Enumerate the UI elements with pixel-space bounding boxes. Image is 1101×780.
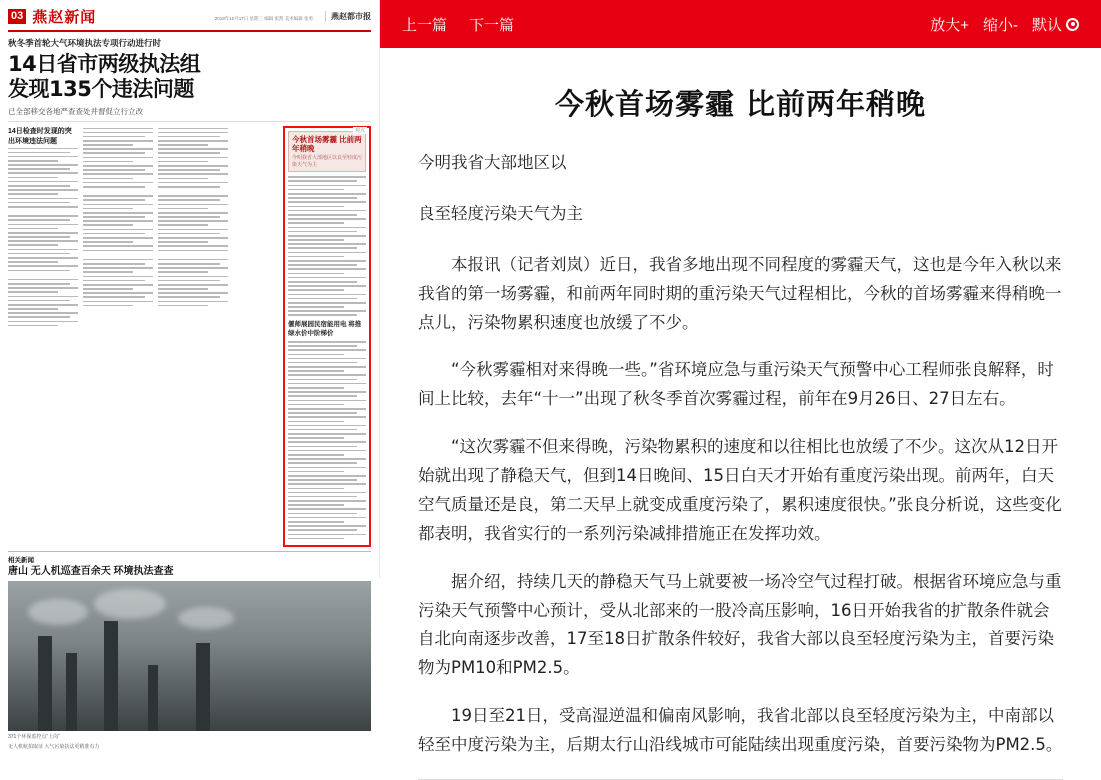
newspaper-dateline: 2018年10月17日 星期三 编辑 张凯 美术编辑 张勇 <box>214 15 313 21</box>
article-nav-links <box>402 14 514 35</box>
newspaper-column <box>8 126 78 547</box>
photo-subcaption: 371个环保监控点“上岗” <box>8 733 60 740</box>
photo-caption-headline: 唐山 无人机巡查百余天 环境执法查查 <box>8 565 174 577</box>
article-body <box>380 149 1101 760</box>
column-text-lines <box>8 152 78 327</box>
newspaper-kicker: 秋冬季首轮大气环境执法专项行动进行时 <box>8 38 162 48</box>
newspaper-headline-line2: 发现135个违法问题 <box>8 76 194 101</box>
column-heading <box>83 126 153 129</box>
newspaper-headline-line1: 14日省市两级执法组 <box>8 52 201 76</box>
next-article-link[interactable]: 下一篇 <box>469 16 515 34</box>
newspaper-text-columns <box>8 126 278 547</box>
newspaper-column <box>83 126 153 547</box>
newspaper-body <box>8 126 371 547</box>
zoom-in-button[interactable]: 放大+ <box>930 16 969 34</box>
callout-box <box>288 131 366 173</box>
article-toolbar <box>380 0 1101 48</box>
newspaper-photo <box>8 581 371 731</box>
article-title: 今秋首场雾霾 比前两年稍晚 <box>554 87 927 121</box>
callout-secondary-headline: 偃师展园民宿能用电 将推绿水价中阶梯价 <box>288 321 362 337</box>
newspaper-subhead: 已全部移交各地严查查处并督促立行立改 <box>8 106 371 122</box>
newspaper-column <box>158 126 228 547</box>
callout-title: 今秋首场雾霾 比前两年稍晚 <box>292 134 362 153</box>
callout-text-lines <box>288 176 366 316</box>
column-heading: 14日检查时发现的突出环境违法问题 <box>8 126 78 149</box>
article-lead-line-2: 良至轻度污染天气为主 <box>418 203 583 223</box>
article-lead-line-1: 今明我省大部地区以 <box>418 153 567 172</box>
article-paragraph: 19日至21日，受高湿逆温和偏南风影响，我省北部以良至轻度污染为主，中南部以轻至中度污染为主，后期太行山沿线城市可能陆续出现重度污染，首要污染物为PM2.5。 <box>418 706 1063 754</box>
article-pane <box>380 0 1101 754</box>
photo-footer-note: 无人机航拍取证 大气污染执法更精准有力 <box>8 743 100 750</box>
page-number-badge: 03 <box>8 9 26 23</box>
newspaper-logo: 燕赵都市报 <box>325 11 371 22</box>
zoom-out-button[interactable]: 缩小- <box>982 16 1018 34</box>
default-zoom-label: 默认 <box>1031 16 1062 34</box>
callout-tag: 观点 <box>354 127 365 134</box>
callout-text-lines-2 <box>288 341 366 539</box>
article-zoom-tools <box>930 14 1079 35</box>
column-heading <box>158 126 228 129</box>
prev-article-link[interactable]: 上一篇 <box>402 16 448 34</box>
callout-subtitle: 今明我省大部地区以良至轻度污染天气为主 <box>292 155 363 168</box>
newspaper-photo-block <box>8 551 371 751</box>
related-news-heading: 相关新闻 <box>8 551 371 564</box>
newspaper-masthead <box>8 6 371 32</box>
column-text-lines <box>83 132 153 307</box>
target-circle-icon <box>1066 18 1079 31</box>
newspaper-title: 燕赵新闻 <box>32 8 97 26</box>
article-paragraph: 本报讯（记者刘岚）近日，我省多地出现不同程度的雾霾天气，这也是今年入秋以来我省的第一场雾霾，和前两年同时期的重污染天气过程相比，今秋的首场雾霾来得稍晚一点儿，污染物累积速度也放缓了不少。 <box>418 254 1062 332</box>
newspaper-scan-pane <box>0 0 380 750</box>
article-paragraph: “今秋雾霾相对来得晚一些。”省环境应急与重污染天气预警中心工程师张良解释，时间上比较，去年“十一”出现了秋冬季首次雾霾过程，前年在9月26日、27日左右。 <box>418 360 1054 409</box>
highlighted-article-callout[interactable] <box>283 126 371 547</box>
default-zoom-button[interactable] <box>1032 14 1079 35</box>
article-paragraph: “这次雾霾不但来得晚，污染物累积的速度和以往相比也放缓了不少。这次从12日开始就出现了静稳天气，但到14日晚间、15日白天才开始有重度污染出现。前两年，白天空气质量还是良，第二天早上就变成重度污染了，累积速度很快。”张良分析说，这些变化都表明，我省实行的一系列污染减排措施正在发挥功效。 <box>418 437 1062 543</box>
article-paragraph: 据介绍，持续几天的静稳天气马上就要被一场冷空气过程打破。根据省环境应急与重污染天气预警中心预计，受从北部来的一股冷高压影响，16日开始我省的扩散条件就会自北向南逐步改善，17至18日扩散条件较好，我省大部以良至轻度污染为主，首要污染物为PM10和PM2.5。 <box>418 571 1062 678</box>
column-text-lines <box>158 132 228 307</box>
